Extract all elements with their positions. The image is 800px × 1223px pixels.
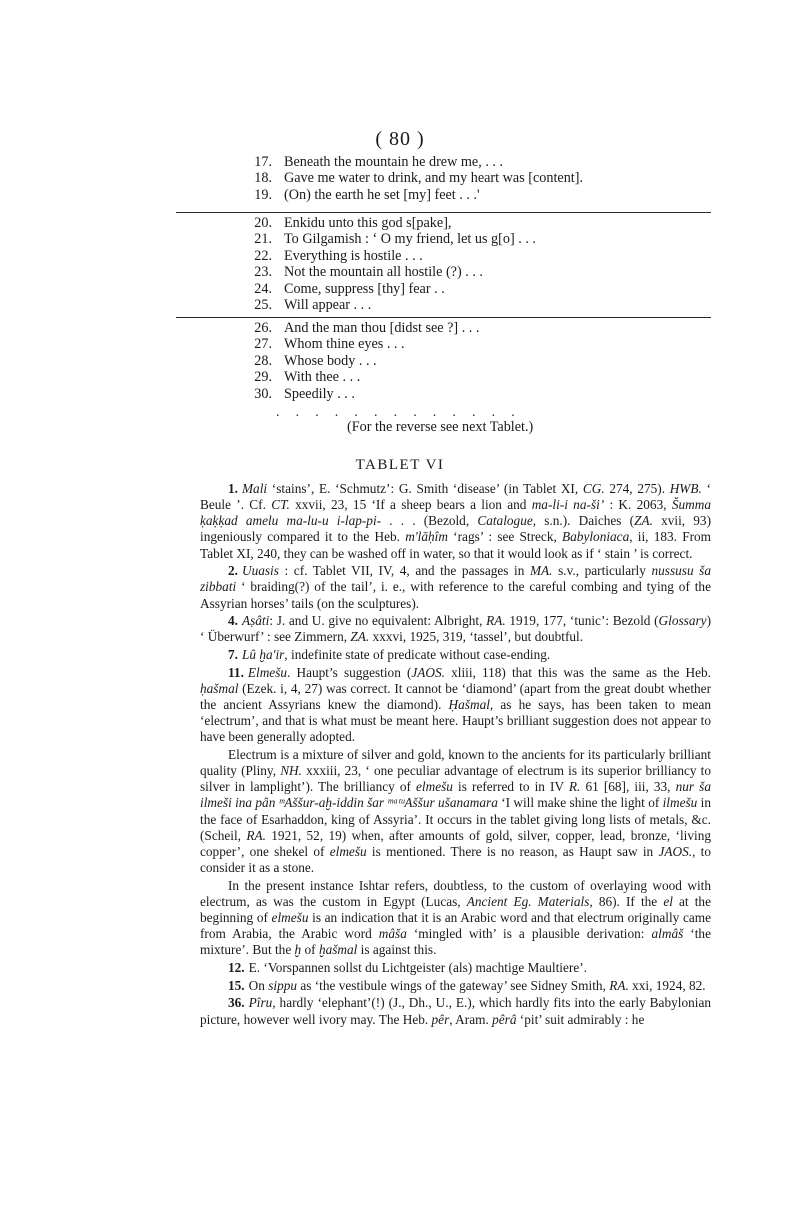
transliteration: elmešu [329, 843, 367, 859]
verse-number: 23. [254, 264, 272, 281]
verse-number: 28. [254, 352, 272, 369]
citation: Glossary [658, 613, 707, 629]
note-text: xxxiii, 23, ‘ one peculiar advantage of electrum is its superior brilliancy to silver in lamplight’). The brilliancy of [200, 763, 711, 795]
transliteration: ma-li-i na-ši’ [531, 497, 605, 513]
note-text: s.v., particularly [552, 563, 652, 579]
verse-text: Enkidu unto this god s[pake], [284, 215, 452, 231]
transliteration: mâša [378, 926, 407, 942]
transliteration: ḫašmal [318, 942, 358, 958]
note-term: Pîru [248, 995, 273, 1011]
note-number: 1. [228, 481, 238, 496]
notes-body [200, 481, 711, 1029]
citation: RA. [246, 827, 266, 843]
transliteration: Šumma ḳaḳḳad amelu ma-lu-u i-lap-pi- [200, 497, 711, 529]
transliteration: elmešu [271, 910, 309, 926]
verse-number: 29. [254, 369, 272, 386]
verse-line [232, 264, 652, 280]
citation: MA. [529, 563, 553, 579]
note-paragraph [200, 878, 711, 959]
verse-number: 25. [254, 296, 272, 313]
note-11 [200, 665, 711, 746]
note-text: , hardly ‘elephant’(!) (J., Dh., U., E.), which hardly fits into the early Babylonian picture, however well ivory may. The Heb. [200, 995, 711, 1027]
citation: CG. [582, 481, 605, 496]
note-paragraph [200, 747, 711, 876]
note-text: in the face of Esarhaddon, king of Assyria’. It occurs in the tablet giving long lists of metals, &c. (Scheil, [200, 795, 712, 843]
note-text: : K. 2063, [604, 497, 672, 513]
citation: R. [568, 779, 581, 795]
note-text: ‘I will make shine the light of [497, 795, 663, 811]
note-text: , to consider it as a stone. [200, 843, 712, 876]
note-text: E. ‘Vorspannen sollst du Lichtgeister (als) machtige Maultiere’. [248, 960, 587, 976]
verse-number: 26. [254, 320, 272, 336]
note-15 [200, 978, 711, 994]
transliteration: sippu [268, 977, 298, 993]
note-text: . . . (Bezold, [381, 513, 478, 529]
verse-text: With thee . . . [284, 369, 361, 386]
note-text: xxxvi, 1925, 319, ‘tassel’, but doubtful. [369, 629, 584, 645]
note-text: , 86). If the [589, 893, 664, 909]
note-number: 11. [228, 664, 244, 680]
verse-number: 18. [254, 170, 272, 187]
transliteration: almâš [651, 926, 684, 942]
verse-number: 21. [254, 231, 272, 248]
note-text: is mentioned. There is no reason, as Haupt saw in [366, 843, 659, 859]
note-term: Aṣâti [241, 613, 270, 629]
verse-number: 30. [254, 385, 272, 402]
verse-line [232, 248, 652, 264]
verse-number: 17. [254, 154, 272, 170]
section-title: TABLET VI [355, 457, 445, 473]
citation: RA. [486, 613, 506, 629]
citation: HWB. [669, 481, 702, 496]
verse-line [232, 215, 652, 231]
note-number: 4. [228, 613, 238, 629]
verse-block [232, 320, 652, 402]
note-text: ‘stains’, E. ‘Schmutz’: G. Smith ‘disease’ (in Tablet XI, [267, 481, 583, 496]
verse-line [232, 170, 652, 186]
transliteration: pêrâ [492, 1011, 517, 1027]
note-text: xxvii, 23, 15 ‘If a sheep bears a lion and [289, 497, 532, 513]
verse-line [232, 187, 652, 203]
verse-text: And the man thou [didst see ?] . . . [284, 320, 480, 336]
verse-number: 19. [254, 186, 272, 203]
verse-line [232, 369, 652, 385]
note-text: , Aram. [449, 1011, 493, 1027]
transliteration: ilmešu [662, 795, 698, 811]
note-text: 61 [68], iii, 33, [580, 779, 676, 795]
note-text: Electrum is a mixture of silver and gold, known to the ancients for its particularly brilliant quality (Pliny, [200, 747, 711, 779]
note-text: is referred to in IV [452, 779, 569, 795]
verse-text: Will appear . . . [284, 296, 372, 313]
note-text: , ii, 183. From Tablet XI, 240, they can be washed off in water, so that it would look as if ‘ stain ’ is correct. [200, 529, 712, 561]
verse-number: 27. [254, 336, 272, 353]
note-text: of [301, 942, 319, 958]
section-rule [176, 317, 711, 318]
note-text: On [248, 977, 269, 993]
note-number: 7. [228, 647, 238, 663]
verse-number: 22. [254, 247, 272, 264]
note-text: ‘mingled with’ is a plausible derivation: [406, 926, 652, 942]
citation: JAOS. [411, 664, 445, 680]
verse-line [232, 231, 652, 247]
note-text: is an indication that it is an Arabic word and that electrum originally came from Arabia, the Arabic word [200, 910, 711, 942]
verse-text: Come, suppress [thy] fear . . [284, 280, 445, 297]
note-text: xvii, 93) ingeniously compared it to the Heb. [200, 513, 712, 545]
note-text: In the present instance Ishtar refers, doubtless, to the custom of overlaying wood with electrum, as was the custom in Egypt (Lucas, [200, 877, 711, 909]
note-text: 1921, 52, 19) when, after amounts of gold, silver, copper, lead, bronze, ‘living copper’, one shekel of [200, 827, 711, 859]
note-text: xxi, 1924, 82. [628, 977, 706, 993]
note-1 [200, 481, 711, 562]
transliteration: elmešu [416, 779, 453, 795]
verse-line [232, 281, 652, 297]
transliteration: ḫ [294, 942, 302, 958]
citation: RA. [609, 977, 629, 993]
verse-text: (On) the earth he set [my] feet . . .' [284, 186, 480, 203]
transliteration: nur ša ilmeši ina pân ᵐAššur-aḫ-iddin šar ᵐᵃᵗᵘAššur ušanamara [200, 779, 711, 811]
transliteration: ḥašmal [200, 680, 239, 696]
note-text: at the beginning of [200, 893, 711, 926]
note-text: ‘ Beule ’. Cf. [200, 481, 711, 513]
citation: ZA. [350, 629, 370, 645]
verse-number: 20. [254, 215, 272, 231]
verse-line [232, 353, 652, 369]
verse-text: Whom thine eyes . . . [284, 336, 405, 353]
note-number: 12. [228, 960, 245, 976]
verse-block [232, 215, 652, 313]
transliteration: nussusu ša zibbati [200, 563, 711, 595]
verse-text: Gave me water to drink, and my heart was [content]. [284, 170, 584, 187]
verse-line [232, 297, 652, 313]
ellipsis-dots: . . . . . . . . . . . . . [276, 405, 521, 420]
verse-text: Beneath the mountain he drew me, . . . [284, 154, 504, 170]
note-text: 274, 275). [604, 481, 670, 496]
reverse-note: (For the reverse see next Tablet.) [347, 419, 534, 435]
note-text: (Ezek. i, 4, 27) was correct. It cannot be ‘diamond’ (apart from the great doubt whether the ancient Assyrians knew the diamond). [200, 680, 711, 713]
note-term: Lû ḫa'ir [241, 647, 285, 663]
note-text: xliii, 118) that this was the same as the Heb. [445, 664, 711, 680]
verse-text: Speedily . . . [284, 385, 355, 402]
note-text: 1919, 177, ‘tunic’: Bezold ( [505, 613, 659, 629]
page-number: ( 80 ) [375, 128, 425, 150]
note-12 [200, 960, 711, 976]
note-text: is against this. [357, 942, 437, 958]
citation: Ancient Eg. Materials [466, 893, 590, 909]
transliteration: pêr [431, 1011, 450, 1027]
note-number: 2. [228, 563, 238, 579]
note-term: Elmešu [247, 664, 288, 680]
verse-line [232, 154, 652, 170]
verse-number: 24. [254, 280, 272, 297]
verse-line [232, 320, 652, 336]
note-term: Uuasis [241, 563, 279, 579]
verse-line [232, 386, 652, 402]
transliteration: m'lāḥîm [405, 529, 448, 545]
note-text: ‘the mixture’. But the [200, 926, 711, 958]
note-text: , indefinite state of predicate without case-ending. [284, 647, 551, 663]
citation: ZA. [634, 513, 653, 529]
verse-text: Whose body . . . [284, 352, 377, 369]
note-2 [200, 563, 711, 611]
note-text: as ‘the vestibule wings of the gateway’ see Sidney Smith, [297, 977, 610, 993]
note-text: ‘rags’ : see Streck, [447, 529, 563, 545]
note-text: : cf. Tablet VII, IV, 4, and the passages in [278, 563, 530, 579]
transliteration: Ḥašmal [448, 697, 490, 713]
note-text: : J. and U. give no equivalent: Albright, [269, 613, 487, 629]
citation: Babyloniaca [562, 529, 630, 545]
note-4 [200, 613, 711, 645]
verse-block [232, 154, 652, 203]
note-text: ‘pit’ suit admirably : he [516, 1011, 645, 1027]
verse-text: Not the mountain all hostile (?) . . . [284, 264, 483, 281]
note-7 [200, 647, 711, 663]
verse-text: Everything is hostile . . . [284, 247, 423, 264]
citation: JAOS. [658, 843, 693, 859]
citation: CT. [271, 497, 290, 513]
note-term: Mali [241, 481, 268, 496]
note-text: ) ‘ Überwurf’ : see Zimmern, [200, 613, 712, 645]
transliteration: el [663, 893, 673, 909]
note-text: , as he says, has been taken to mean ‘electrum’, and that is what must be meant here. Haupt’s brilliant suggestion does not appear to have been generally adopted. [200, 697, 712, 745]
note-text: . Haupt’s suggestion ( [287, 664, 412, 680]
note-36 [200, 995, 711, 1027]
section-rule [176, 212, 711, 213]
citation: Catalogue [477, 513, 533, 529]
note-number: 15. [228, 977, 245, 993]
verse-text: To Gilgamish : ‘ O my friend, let us g[o] . . . [284, 231, 536, 248]
note-text: , s.n.). Daiches ( [532, 513, 635, 529]
verse-line [232, 336, 652, 352]
citation: NH. [280, 763, 302, 779]
note-number: 36. [228, 995, 245, 1011]
note-text: ‘ braiding(?) of the tail’, i. e., with reference to the careful combing and tying of the Assyrian horses’ tails (on the sculptures). [200, 579, 711, 611]
